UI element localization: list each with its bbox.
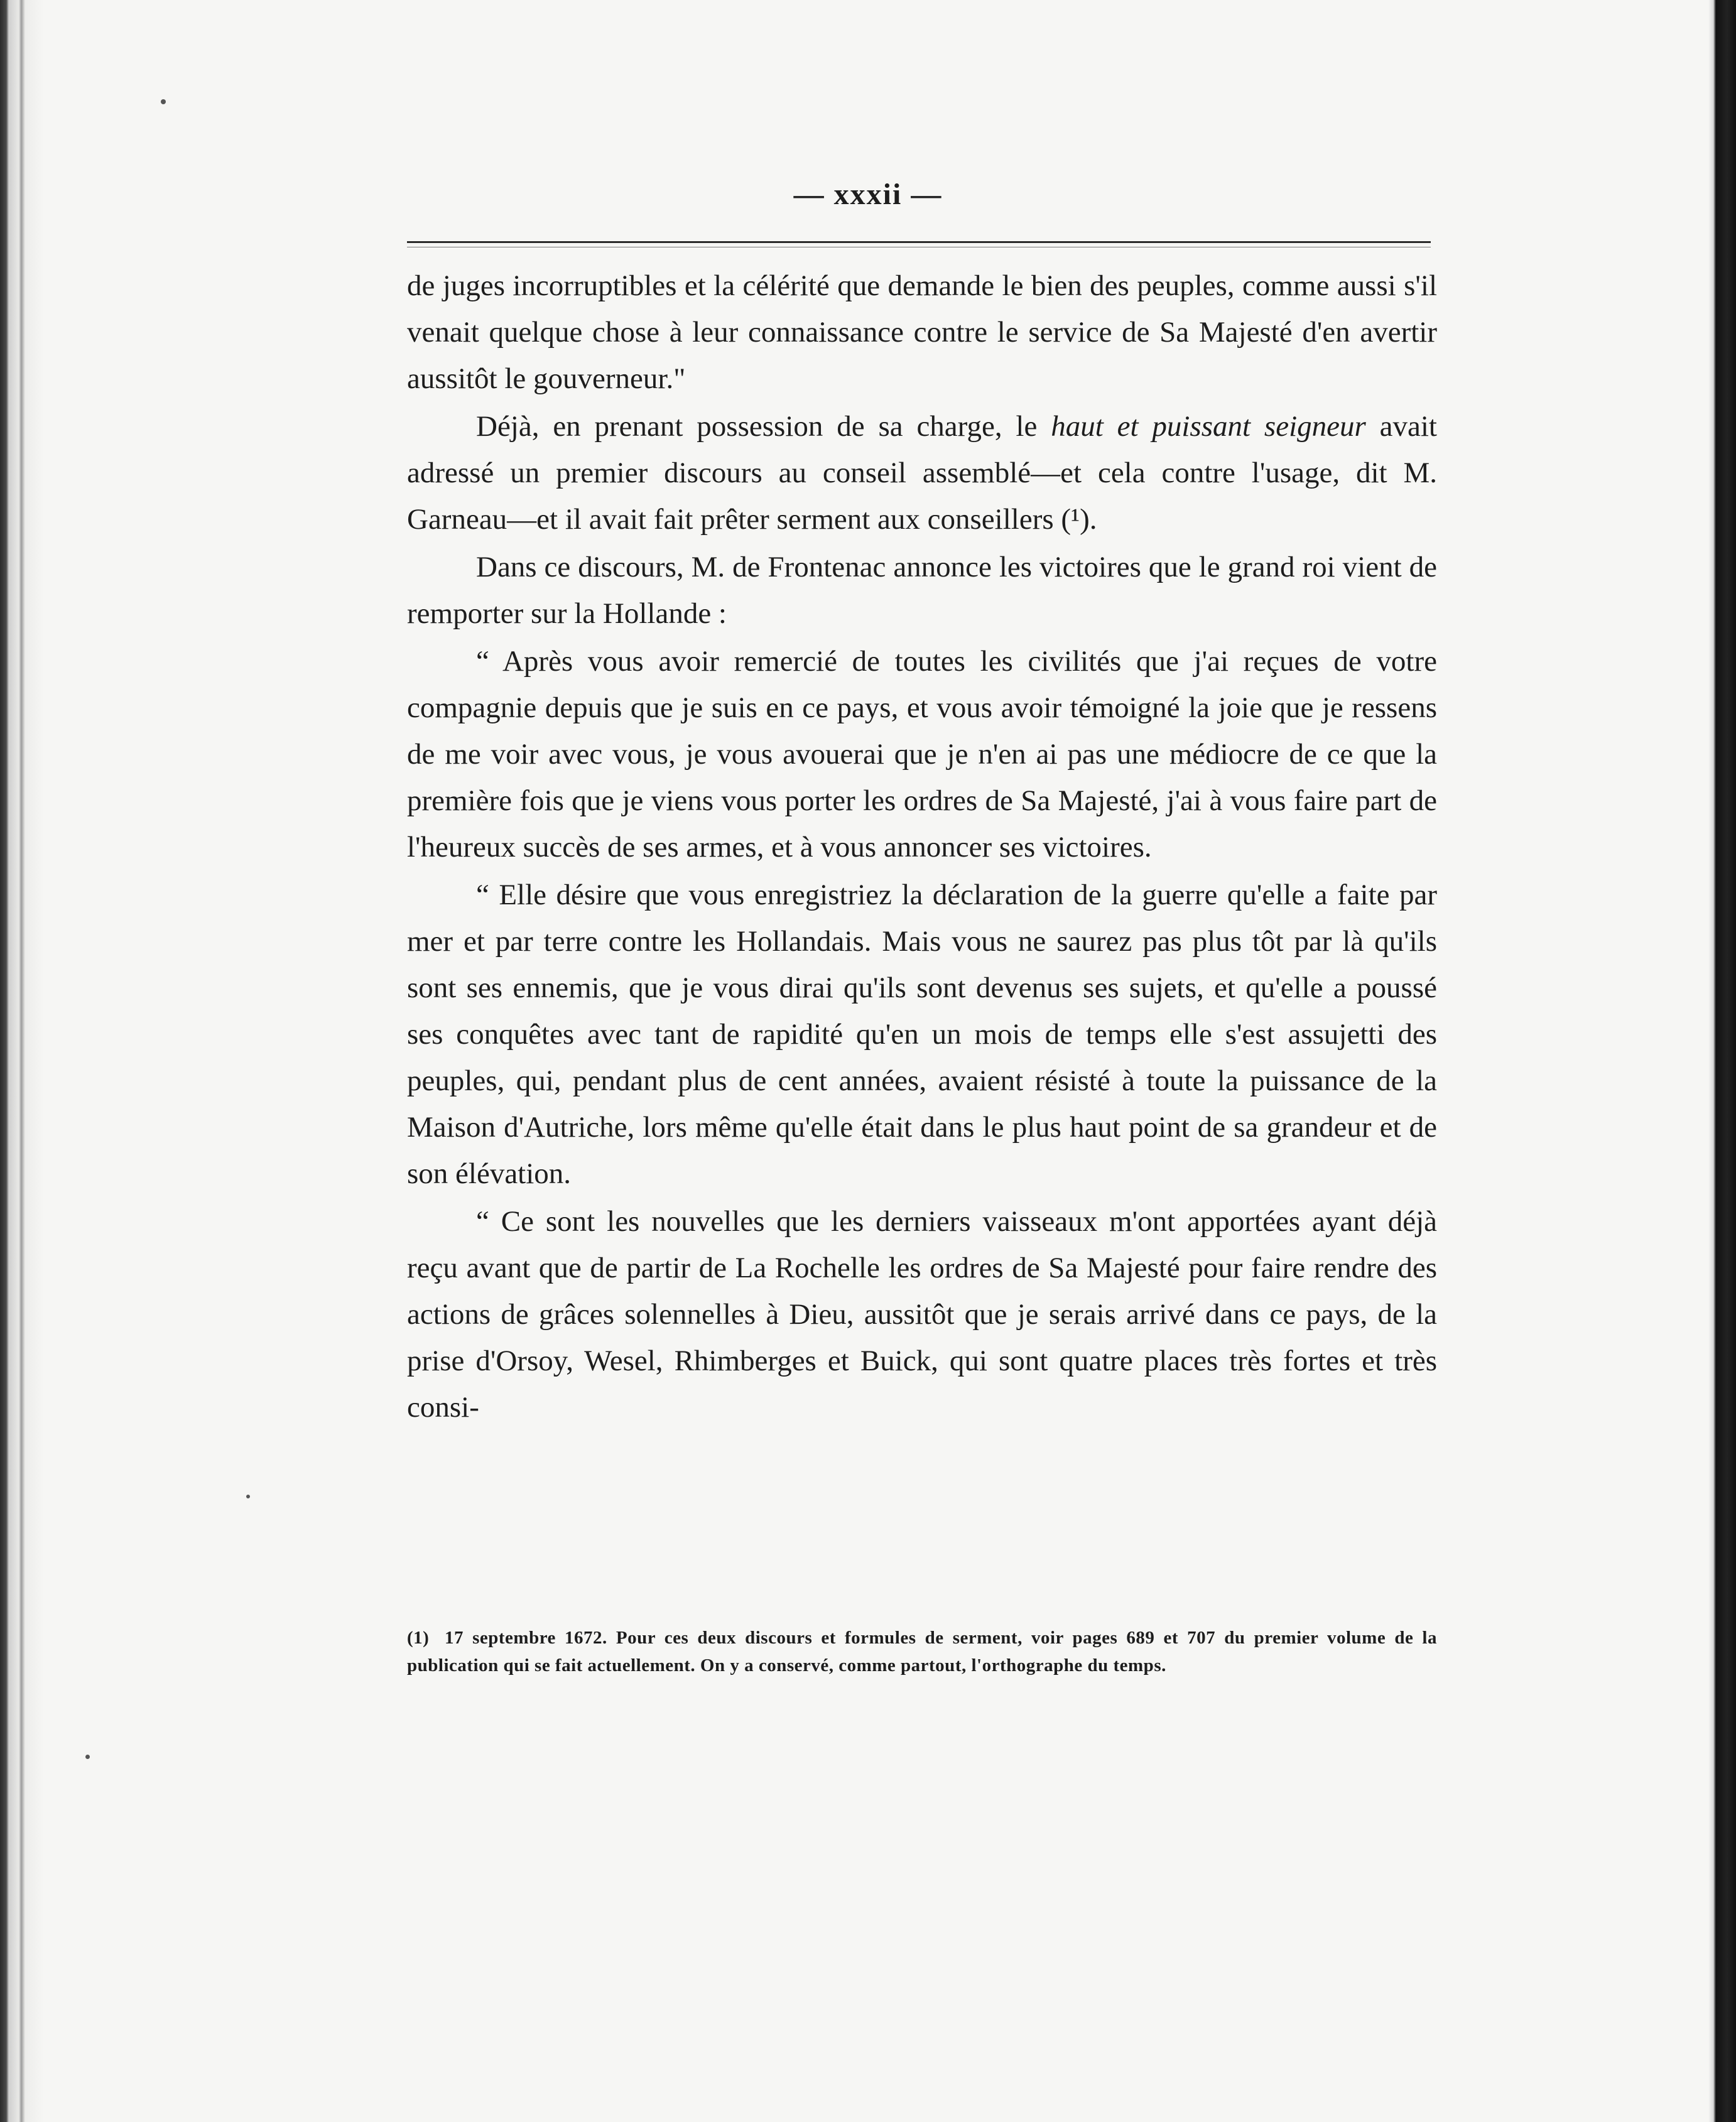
body-text [407,263,1437,1432]
paragraph [407,403,1437,543]
paragraph: “ Après vous avoir remercié de toutes les civilités que j'ai reçues de votre compagnie depuis que je suis en ce pays, et vous avoir témoigné la joie que je ressens de me voir avec vous, je vous avouerai que je n'en ai pas une médiocre de ce que la première fois que je viens vous porter les ordres de Sa Majesté, j'ai à vous faire part de l'heureux succès de ses armes, et à vous annoncer ses victoires. [407,645,1437,863]
paragraph: “ Elle désire que vous enregistriez la déclaration de la guerre qu'elle a faite par mer et par terre contre les Hollandais. Mais vous ne saurez pas plus tôt par là qu'ils sont ses ennemis, que je vous dirai qu'ils sont devenus ses sujets, et qu'elle a poussé ses conquêtes avec tant de rapidité qu'en un mois de temps elle s'est assujetti des peuples, qui, pendant plus de cent années, avaient résisté à toute la puissance de la Maison d'Autriche, lors même qu'elle était dans le plus haut point de sa grandeur et de son élévation. [407,879,1437,1190]
italic-phrase: haut et puissant seigneur [1051,410,1366,443]
footnote [407,1624,1437,1679]
header-rule [407,241,1431,247]
footnote-text: 17 septembre 1672. Pour ces deux discours et formules de serment, voir pages 689 et 707 du premier volume de la publication qui se fait actuellement. On y a conservé, comme partout, l'orthographe du temps. [407,1628,1437,1675]
paragraph-text: avait adressé un premier discours au conseil assemblé—et cela contre l'usage, dit M. Garneau—et il avait fait prêter serment aux conseillers (¹). [407,410,1437,536]
page-number: — xxxii — [793,178,943,211]
scan-speck [85,1755,90,1759]
paragraph: Dans ce discours, M. de Frontenac annonce les victoires que le grand roi vient de remporter sur la Hollande : [407,551,1437,630]
paragraph: de juges incorruptibles et la célérité que demande le bien des peuples, comme aussi s'il venait quelque chose à leur connaissance contre le service de Sa Majesté d'en avertir aussitôt le gouverneur." [407,269,1437,395]
footnote-marker: (1) [407,1628,430,1648]
paragraph-text: Déjà, en prenant possession de sa charge, le [476,410,1051,443]
scan-binding-edge [0,0,44,2122]
scan-speck [246,1495,250,1498]
paragraph: “ Ce sont les nouvelles que les derniers vaisseaux m'ont apportées ayant déjà reçu avant que de partir de La Rochelle les ordres de Sa Majesté pour faire rendre des actions de grâces solennelles à Dieu, aussitôt que je serais arrivé dans ce pays, de la prise d'Orsoy, Wesel, Rhimberges et Buick, qui sont quatre places très fortes et très consi- [407,1205,1437,1424]
scan-speck [161,99,166,104]
scan-right-edge [1708,0,1736,2122]
